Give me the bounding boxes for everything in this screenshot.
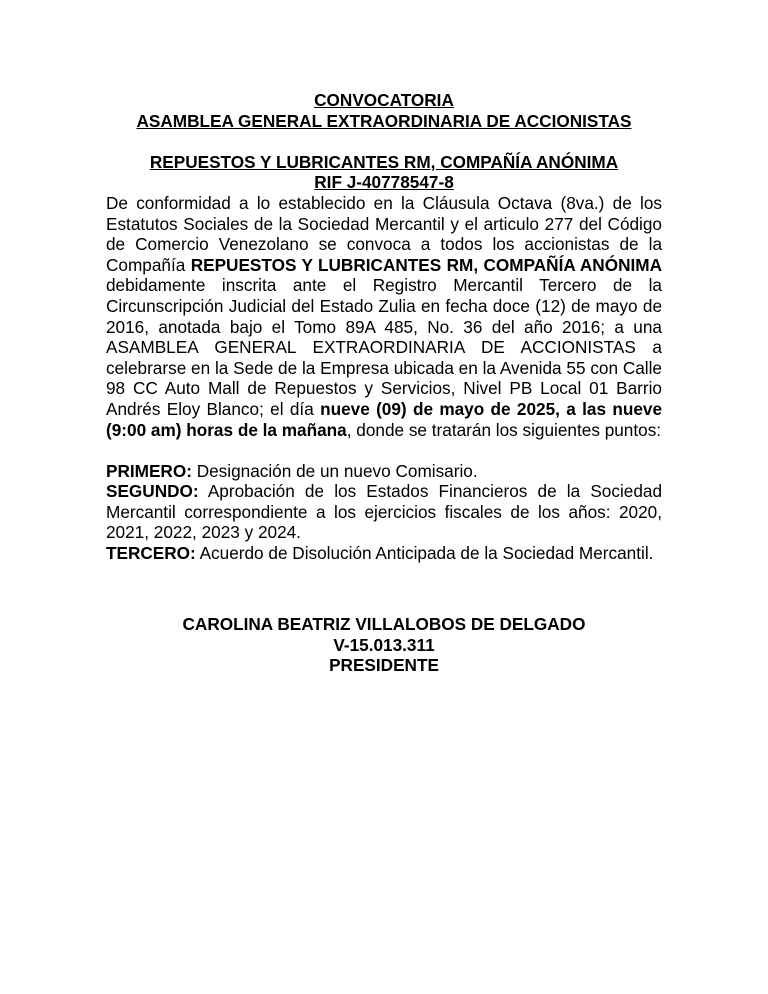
rif-heading: RIF J-40778547-8	[314, 172, 454, 193]
agenda-point-text: Aprobación de los Estados Financieros de la Sociedad Mercantil correspondiente a los ejercicios fiscales de los años: 2020, 2021, 2022, 2023 y 2024.	[106, 481, 662, 543]
intro-text-3: , donde se tratarán los siguientes puntos:	[346, 419, 662, 440]
agenda-point-label: PRIMERO:	[106, 460, 192, 481]
signatory-role: PRESIDENTE	[329, 655, 439, 676]
agenda-point-text: Acuerdo de Disolución Anticipada de la Sociedad Mercantil.	[195, 543, 654, 564]
signatory-id: V-15.013.311	[333, 634, 435, 655]
agenda-point-label: TERCERO:	[106, 543, 196, 564]
intro-company-bold: REPUESTOS Y LUBRICANTES RM, COMPAÑÍA ANÓNIMA	[190, 254, 663, 275]
agenda-point-second	[106, 481, 662, 543]
spacer	[106, 440, 662, 461]
document-content	[106, 90, 662, 564]
intro-date-bold: nueve (09) de mayo de 2025, a las nueve (9:00 am) horas de la mañana	[106, 398, 662, 440]
company-name-heading: REPUESTOS Y LUBRICANTES RM, COMPAÑÍA ANÓNIMA	[149, 151, 619, 172]
signature-block	[106, 614, 662, 676]
intro-text-1: De conformidad a lo establecido en la Cláusula Octava (8va.) de los Estatutos Sociales de la Sociedad Mercantil y el articulo 277 del Código de Comercio Venezolano se convoca a todos los accionistas de la Compañía	[106, 192, 662, 275]
signatory-name: CAROLINA BEATRIZ VILLALOBOS DE DELGADO	[182, 614, 586, 634]
agenda-point-label: SEGUNDO:	[106, 481, 199, 502]
agenda-point-third	[106, 543, 662, 564]
agenda-point-first	[106, 461, 662, 482]
document-title: CONVOCATORIA	[314, 90, 454, 110]
agenda-point-text: Designación de un nuevo Comisario.	[191, 460, 478, 481]
spacer	[106, 131, 662, 152]
intro-text-2: debidamente inscrita ante el Registro Mercantil Tercero de la Circunscripción Judicial del Estado Zulia en fecha doce (12) de mayo de 2016, anotada bajo el Tomo 89A 485, No. 36 del año 2016; a una ASAMBLEA GENERAL EXTRAORDINARIA DE ACCIONISTAS a celebrarse en la Sede de la Empresa ubicada en la Avenida 55 con Calle 98 CC Auto Mall de Repuestos y Servicios, Nivel PB Local 01 Barrio Andrés Eloy Blanco; el día	[106, 275, 662, 419]
document-subtitle: ASAMBLEA GENERAL EXTRAORDINARIA DE ACCIONISTAS	[136, 110, 632, 131]
intro-paragraph	[106, 193, 662, 440]
